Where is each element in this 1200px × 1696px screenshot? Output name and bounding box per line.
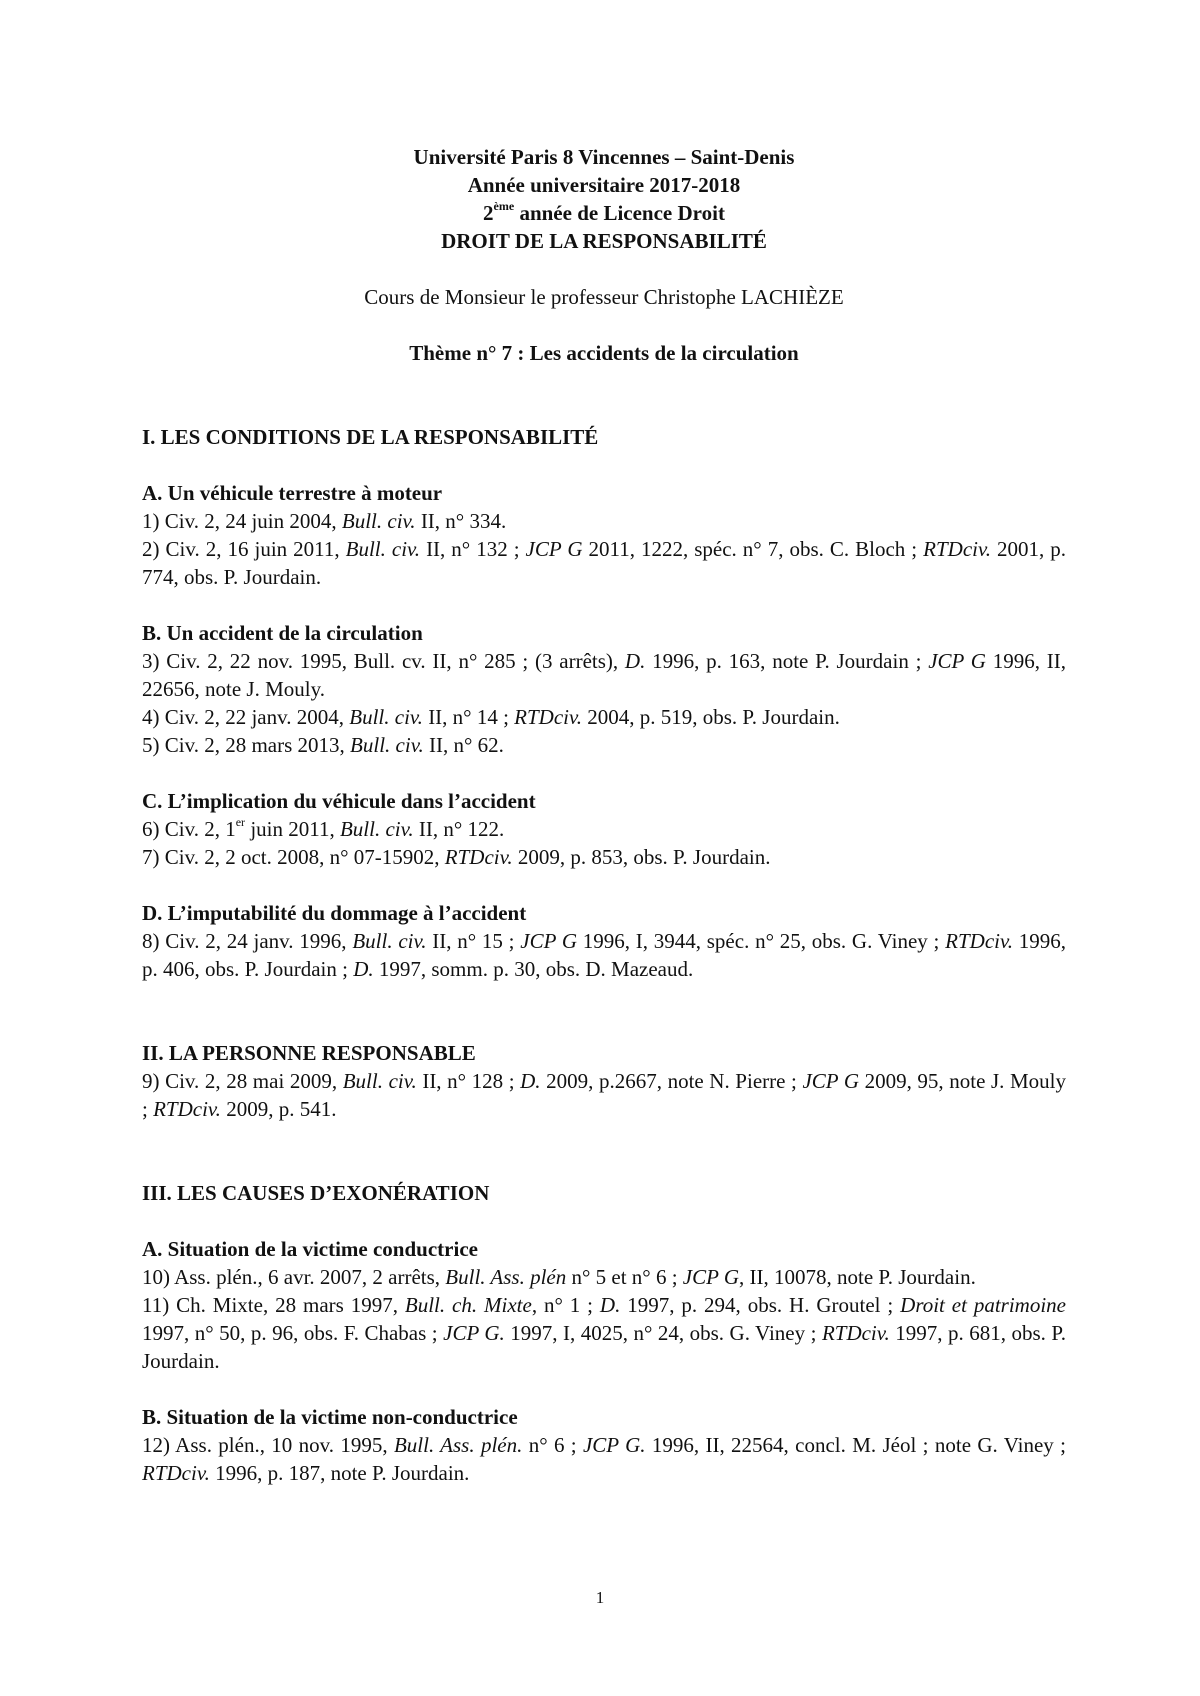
university-name: Université Paris 8 Vincennes – Saint-Denis (413, 145, 795, 169)
reference-entry-6: 6) Civ. 2, 1er juin 2011, Bull. civ. II, n° 122. (142, 815, 505, 841)
degree-year (142, 199, 1066, 227)
reference-entry-3: 3) Civ. 2, 22 nov. 1995, Bull. cv. II, n° 285 ; (3 arrêts), D. 1996, p. 163, note P. Jourdain ; JCP G 1996, II, 22656, note J. Mouly. (142, 649, 1066, 701)
academic-year: Année universitaire 2017-2018 (467, 173, 741, 197)
subsection-title-iii-a: A. Situation de la victime conductrice (142, 1237, 478, 1261)
reference-entry-2: 2) Civ. 2, 16 juin 2011, Bull. civ. II, n° 132 ; JCP G 2011, 1222, spéc. n° 7, obs. C. Bloch ; RTDciv. 2001, p. 774, obs. P. Jourdain. (142, 537, 1066, 589)
reference-entry-10: 10) Ass. plén., 6 avr. 2007, 2 arrêts, Bull. Ass. plén n° 5 et n° 6 ; JCP G, II, 10078, note P. Jourdain. (142, 1265, 976, 1289)
subsection-title-i-a: A. Un véhicule terrestre à moteur (142, 481, 443, 505)
degree-year-superscript: ème (493, 199, 515, 213)
reference-entry-5: 5) Civ. 2, 28 mars 2013, Bull. civ. II, n° 62. (142, 733, 504, 757)
reference-entry-4: 4) Civ. 2, 22 janv. 2004, Bull. civ. II, n° 14 ; RTDciv. 2004, p. 519, obs. P. Jourdain. (142, 705, 840, 729)
reference-entry-8: 8) Civ. 2, 24 janv. 1996, Bull. civ. II, n° 15 ; JCP G 1996, I, 3944, spéc. n° 25, obs. G. Viney ; RTDciv. 1996, p. 406, obs. P. Jourdain ; D. 1997, somm. p. 30, obs. D. Mazeaud. (142, 929, 1067, 981)
reference-entry-1: 1) Civ. 2, 24 juin 2004, Bull. civ. II, n° 334. (142, 509, 507, 533)
subsection-title-i-d: D. L’imputabilité du dommage à l’accident (142, 901, 527, 925)
subsection-title-i-c: C. L’implication du véhicule dans l’accident (142, 789, 536, 813)
section-title-ii: II. LA PERSONNE RESPONSABLE (142, 1041, 476, 1065)
page-number: 1 (595, 1588, 605, 1607)
document-content (142, 143, 1066, 1487)
theme-title: Thème n° 7 : Les accidents de la circulation (409, 341, 799, 365)
section-title-iii: III. LES CAUSES D’EXONÉRATION (142, 1181, 490, 1205)
course-subject: DROIT DE LA RESPONSABILITÉ (441, 229, 767, 253)
section-title-i: I. LES CONDITIONS DE LA RESPONSABILITÉ (142, 425, 599, 449)
reference-entry-12: 12) Ass. plén., 10 nov. 1995, Bull. Ass. plén. n° 6 ; JCP G. 1996, II, 22564, concl. M. Jéol ; note G. Viney ; RTDciv. 1996, p. 187, note P. Jourdain. (142, 1433, 1066, 1485)
document-header (142, 143, 1066, 255)
course-professor: Cours de Monsieur le professeur Christophe LACHIÈZE (364, 285, 844, 309)
subsection-title-iii-b: B. Situation de la victime non-conductrice (142, 1405, 518, 1429)
reference-entry-9: 9) Civ. 2, 28 mai 2009, Bull. civ. II, n° 128 ; D. 2009, p.2667, note N. Pierre ; JCP G 2009, 95, note J. Mouly ; RTDciv. 2009, p. 541. (142, 1069, 1067, 1121)
degree-year-text: année de Licence Droit (514, 201, 725, 225)
subsection-title-i-b: B. Un accident de la circulation (142, 621, 423, 645)
reference-entry-7: 7) Civ. 2, 2 oct. 2008, n° 07-15902, RTDciv. 2009, p. 853, obs. P. Jourdain. (142, 845, 771, 869)
degree-year-number: 2 (483, 201, 494, 225)
reference-entry-11: 11) Ch. Mixte, 28 mars 1997, Bull. ch. Mixte, n° 1 ; D. 1997, p. 294, obs. H. Groutel ; Droit et patrimoine 1997, n° 50, p. 96, obs. F. Chabas ; JCP G. 1997, I, 4025, n° 24, obs. G. Viney ; RTDciv. 1997, p. 681, obs. P. Jourdain. (142, 1293, 1067, 1373)
